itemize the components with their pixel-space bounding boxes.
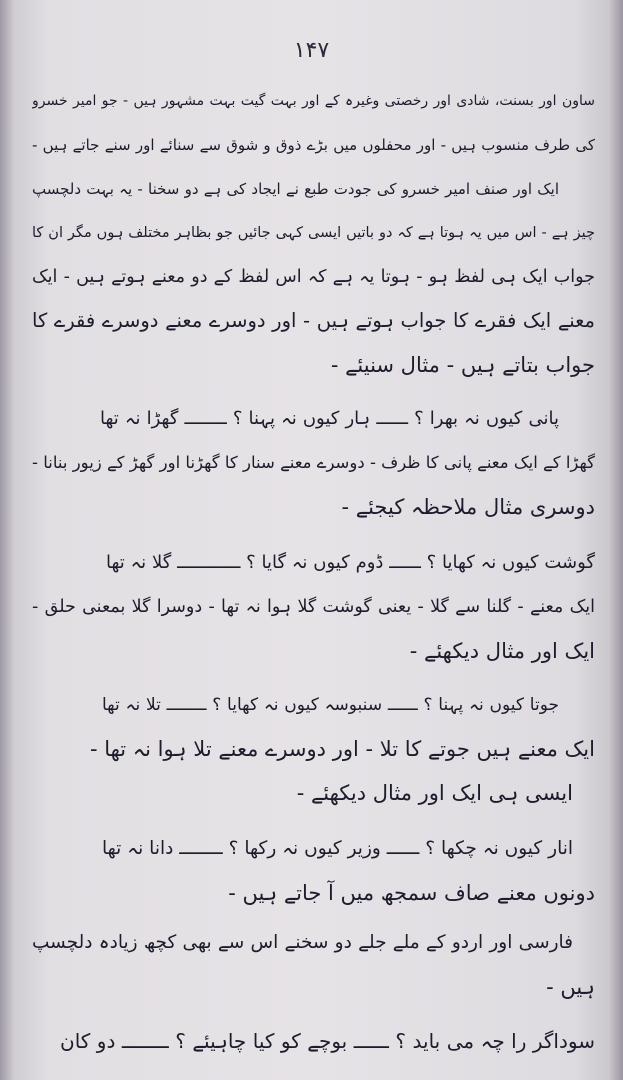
page-edge-shadow-right — [609, 0, 623, 1080]
text-line: ایک معنے - گلنا سے گلا - یعنی گوشت گلا ہوا نہ تھا - دوسرا گلا بمعنی حلق - — [32, 597, 595, 617]
riddle-line: سوداگر را چہ می باید ؟ ــــــ بوچے کو کیا چاہیئے ؟ ــــــــ دو کان — [60, 1029, 595, 1053]
text-line: دونوں معنے صاف سمجھ میں آ جاتے ہیں - — [228, 881, 595, 905]
text-line: ایک اور مثال دیکھئے - — [409, 639, 595, 663]
riddle-line: پانی کیوں نہ بھرا ؟ ــــــ ہار کیوں نہ پہنا ؟ ــــــــ گھڑا نہ تھا — [100, 408, 559, 429]
text-line: جواب بتاتے ہیں - مثال سنیئے - — [330, 353, 595, 377]
text-line: ساون اور بسنت، شادی اور رخصتی وغیرہ کے اور بہت گیت بہت مشہور ہیں - جو امیر خسرو — [32, 93, 595, 109]
page-edge-shadow-left — [0, 0, 14, 1080]
text-line: ایک اور صنف امیر خسرو کی جودت طبع نے ایجاد کی ہے دو سخنا - یہ بہت دلچسپ — [32, 180, 559, 198]
text-line: ایک معنے ہیں جوتے کا تلا - اور دوسرے معنے تلا ہوا نہ تھا - — [89, 737, 595, 761]
riddle-line: انار کیوں نہ چکھا ؟ ــــــ وزیر کیوں نہ رکھا ؟ ــــــــ دانا نہ تھا — [102, 838, 573, 859]
text-line: ایسی ہی ایک اور مثال دیکھئے - — [296, 781, 573, 805]
text-line: کی طرف منسوب ہیں - اور محفلوں میں بڑے ذوق و شوق سے سنائے اور سنے جاتے ہیں - — [32, 136, 595, 154]
text-line: معنے ایک فقرے کا جواب ہوتے ہیں - اور دوسرے معنے دوسرے فقرے کا — [32, 309, 595, 332]
text-line: دوسری مثال ملاحظہ کیجئے - — [341, 495, 595, 519]
text-line: چیز ہے - اس میں یہ ہوتا ہے کہ دو باتیں ایسی کہی جائیں جو بظاہر مختلف ہوں مگر ان کا — [32, 225, 595, 241]
text-line: ہیں - — [546, 975, 595, 999]
text-line: جواب ایک ہی لفظ ہو - ہوتا یہ ہے کہ اس لفظ کے دو معنے ہوتے ہیں - ایک — [32, 267, 595, 287]
riddle-line: گوشت کیوں نہ کھایا ؟ ــــــ ڈوم کیوں نہ گایا ؟ ــــــــــــ گلا نہ تھا — [106, 552, 595, 573]
riddle-line: جوتا کیوں نہ پہنا ؟ ــــــ سنبوسہ کیوں نہ کھایا ؟ ــــــــ تلا نہ تھا — [102, 695, 559, 715]
text-line: گھڑا کے ایک معنے پانی کا ظرف - دوسرے معنے سنار کا گھڑنا اور گھڑ کے زیور بنانا - — [32, 453, 595, 472]
page-number: ۱۴۷ — [293, 38, 330, 63]
text-line: فارسی اور اردو کے ملے جلے دو سخنے اس سے بھی کچھ زیادہ دلچسپ — [32, 932, 573, 953]
